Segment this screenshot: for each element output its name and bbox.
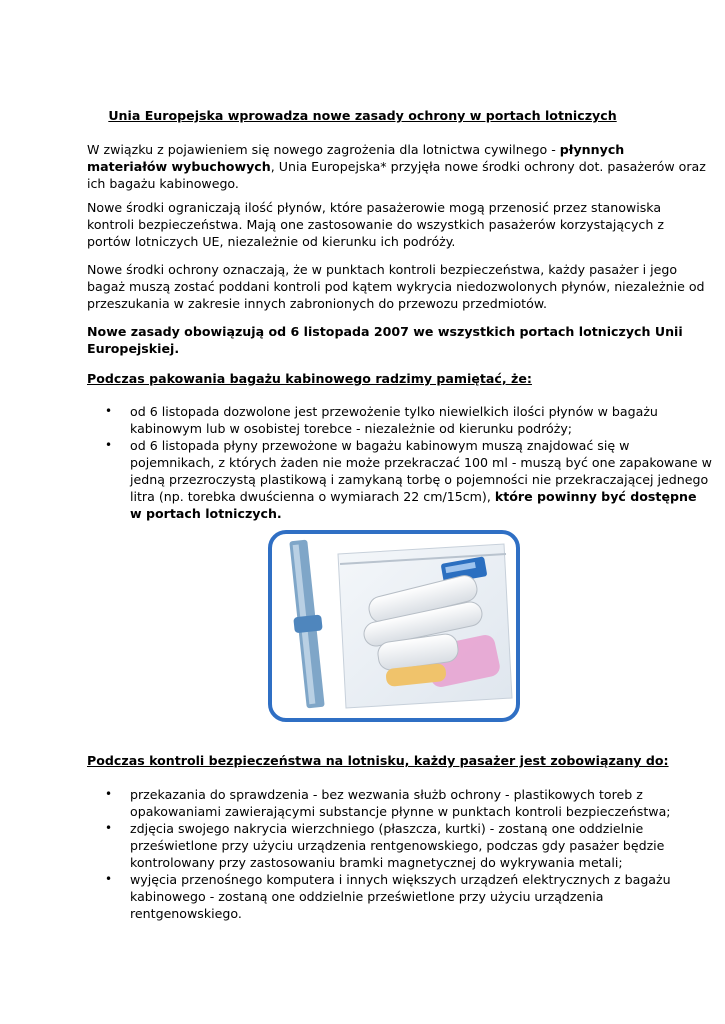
- liquids-bag-photo: [268, 530, 520, 722]
- bullet-icon: •: [105, 438, 113, 452]
- intro-bold-phrase: płynnych materiałów wybuchowych: [87, 142, 625, 174]
- list-item: • zdjęcia swojego nakrycia wierzchniego (płaszcza, kurtki) - zostaną one oddzielnie prześwietlone przy użyciu urządzenia rentgenowskiego, podczas gdy pasażer będzie kontrolowany przy zastosowaniu bramki magnetycznej do wykrywania metali;: [105, 821, 665, 870]
- effective-date-paragraph: Nowe zasady obowiązują od 6 listopada 2007 we wszystkich portach lotniczych Unii Europejskiej.: [87, 324, 683, 356]
- inspection-paragraph: Nowe środki ochrony oznaczają, że w punktach kontroli bezpieczeństwa, każdy pasażer i jego bagaż muszą zostać poddani kontroli pod kątem wykrycia niedozwolonych płynów, niezależnie od przeszukania w zakresie innych zabronionych do przewozu przedmiotów.: [87, 262, 705, 311]
- packing-heading: Podczas pakowania bagażu kabinowego radzimy pamiętać, że:: [87, 371, 532, 386]
- bullet-icon: •: [105, 404, 113, 418]
- list-item: • od 6 listopada dozwolone jest przewożenie tylko niewielkich ilości płynów w bagażu kabinowym lub w osobistej torebce - niezależnie od kierunku podróży;: [105, 404, 658, 436]
- list-item: • od 6 listopada płyny przewożone w bagażu kabinowym muszą znajdować się w pojemnikach, z których żaden nie może przekraczać 100 ml - muszą być one zapakowane w jedną przezroczystą plastikową i zamykaną torbę o pojemności nie przekraczającej jednego litra (np. torebka dwuścienna o wymiarach 22 cm/15cm), które powinny być dostępne w portach lotniczych.: [105, 438, 712, 521]
- packing-list: [87, 403, 712, 522]
- intro-paragraph: W związku z pojawieniem się nowego zagrożenia dla lotnictwa cywilnego - płynnych materiałów wybuchowych, Unia Europejska* przyjęła nowe środki ochrony dot. pasażerów oraz ich bagażu kabinowego.: [87, 142, 706, 191]
- list-item: • wyjęcia przenośnego komputera i innych większych urządzeń elektrycznych z bagażu kabinowego - zostaną one oddzielnie prześwietlone przy użyciu urządzenia rentgenowskiego.: [105, 872, 671, 921]
- control-heading: Podczas kontroli bezpieczeństwa na lotnisku, każdy pasażer jest zobowiązany do:: [87, 753, 669, 768]
- bullet-icon: •: [105, 787, 113, 801]
- control-list: [87, 786, 712, 922]
- page-title: Unia Europejska wprowadza nowe zasady ochrony w portach lotniczych: [108, 108, 617, 123]
- bullet-icon: •: [105, 821, 113, 835]
- restriction-paragraph: Nowe środki ograniczają ilość płynów, które pasażerowie mogą przenosić przez stanowiska kontroli bezpieczeństwa. Mają one zastosowanie do wszystkich pasażerów korzystających z portów lotniczych UE, niezależnie od kierunku ich podróży.: [87, 200, 664, 249]
- list-item: • przekazania do sprawdzenia - bez wezwania służb ochrony - plastikowych toreb z opakowaniami zawierającymi substancje płynne w punktach kontroli bezpieczeństwa;: [105, 787, 671, 819]
- bullet-icon: •: [105, 872, 113, 886]
